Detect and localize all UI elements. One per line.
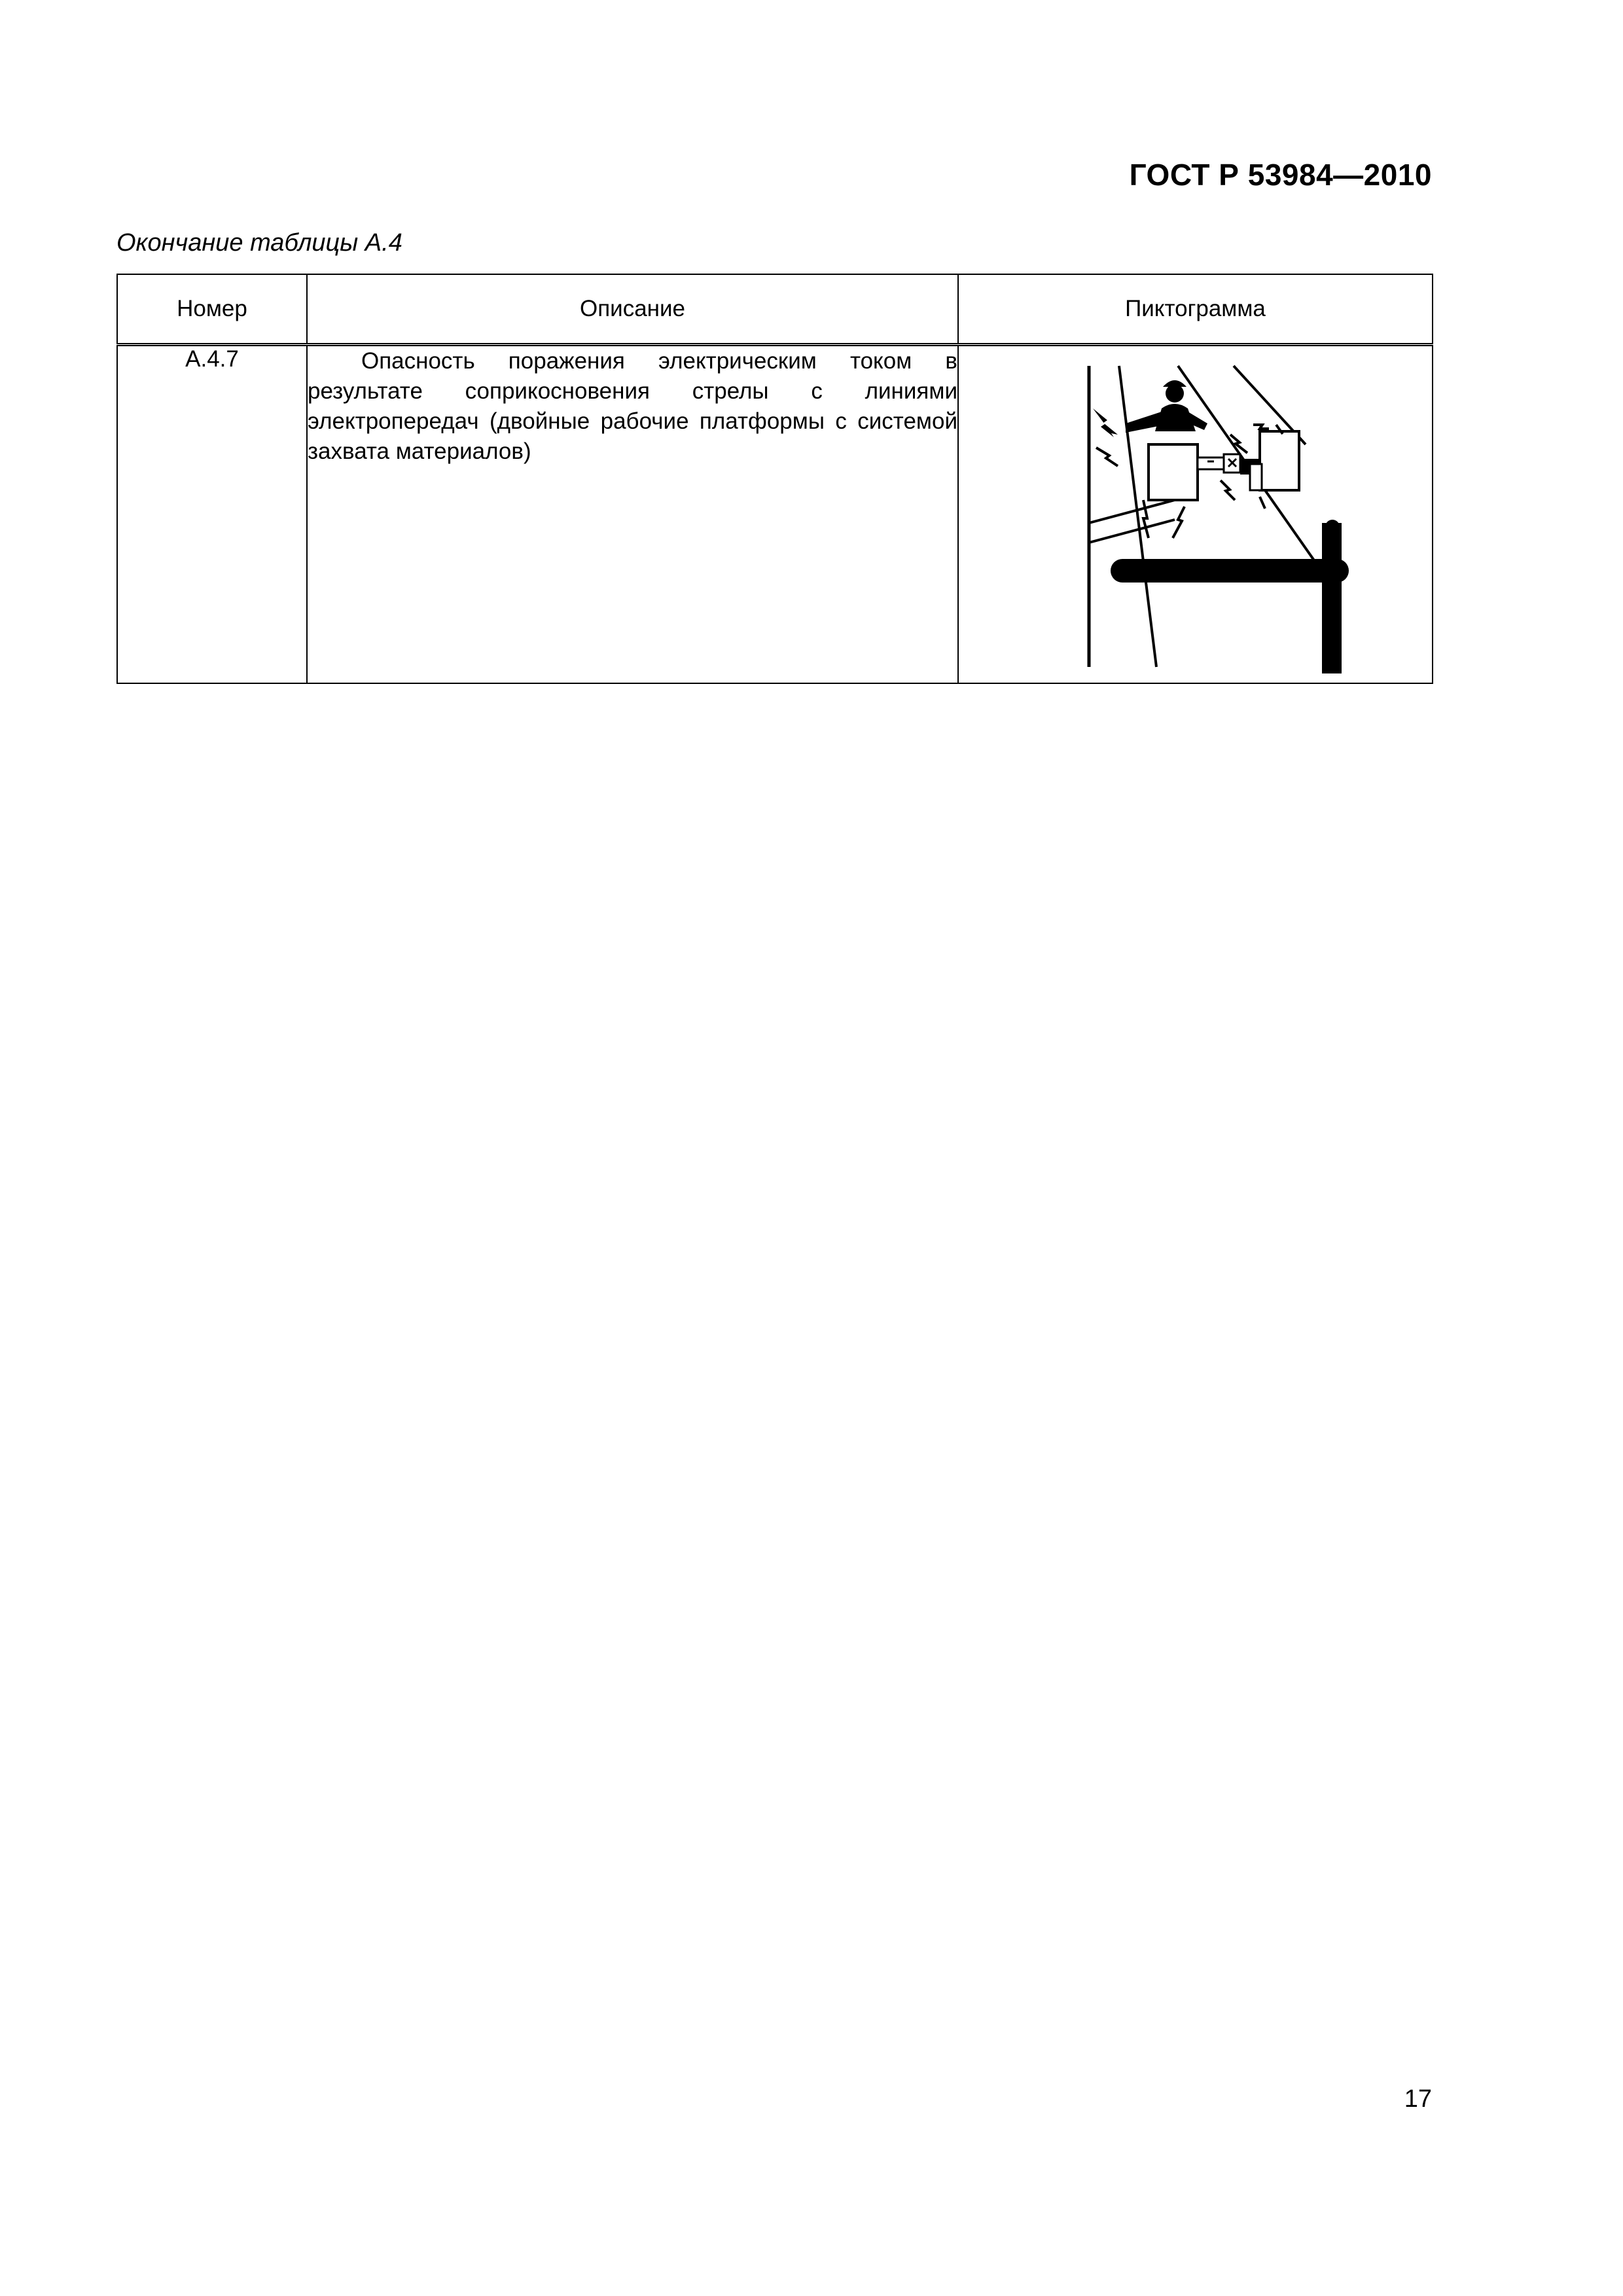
hazard-table [116, 274, 1433, 684]
table-caption: Окончание таблицы А.4 [116, 229, 402, 257]
table-header-row [117, 274, 1433, 345]
column-header-number: Номер [117, 274, 307, 345]
column-header-description: Описание [307, 274, 958, 345]
table-row [117, 345, 1433, 684]
row-description: Опасность поражения электрическим током в результате соприкосновения стрелы с линиями электропередач (двойные рабочие платформы с системой захвата материалов) [307, 345, 958, 684]
row-pictogram [958, 345, 1433, 684]
standard-code: ГОСТ Р 53984—2010 [1129, 158, 1432, 192]
column-header-pictogram: Пиктограмма [958, 274, 1433, 345]
page-number: 17 [1404, 2085, 1432, 2113]
electric-shock-boom-powerline-icon [959, 346, 1433, 677]
row-number: А.4.7 [117, 345, 307, 684]
